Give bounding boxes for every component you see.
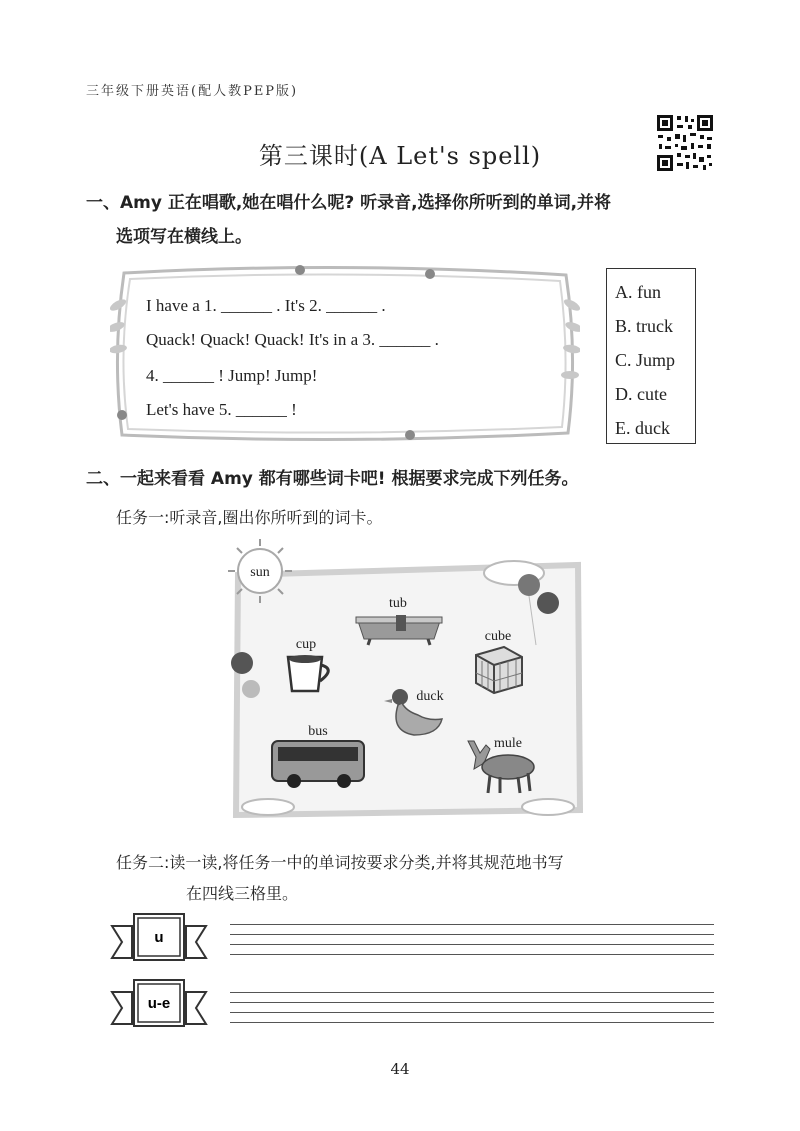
- ribbon-u-e-label: u-e: [147, 995, 171, 1012]
- bus-label: bus: [308, 724, 328, 739]
- ribbon-u-e: [110, 978, 208, 1034]
- task2-line2: 在四线三格里。: [186, 884, 299, 903]
- option-d: D. cute: [615, 384, 667, 404]
- task2-instruction: [116, 850, 564, 904]
- song-line-2: Quack! Quack! Quack! It's in a 3. ______ .: [146, 330, 439, 349]
- writing-lines-u[interactable]: [230, 924, 714, 964]
- section2-title: 二、一起来看看 Amy 都有哪些词卡吧! 根据要求完成下列任务。: [86, 469, 579, 489]
- option-e: E. duck: [615, 418, 670, 438]
- sun-label: sun: [250, 565, 270, 580]
- tub-label: tub: [389, 596, 407, 611]
- qr-code-icon: [655, 113, 715, 173]
- section1-title-line1: 一、Amy 正在唱歌,她在唱什么呢? 听录音,选择你所听到的单词,并将: [86, 193, 612, 213]
- book-header: 三年级下册英语(配人教PEP版): [86, 84, 299, 99]
- writing-lines-u-e[interactable]: [230, 992, 714, 1032]
- ribbon-u-label: u: [154, 929, 164, 946]
- task2-line1: 任务二:读一读,将任务一中的单词按要求分类,并将其规范地书写: [116, 853, 564, 872]
- duck-label: duck: [416, 689, 444, 704]
- lesson-title: 第三课时(A Let's spell): [258, 142, 542, 170]
- options-box: [606, 268, 696, 444]
- song-line-4: Let's have 5. ______ !: [146, 400, 297, 419]
- section1-title: [86, 186, 611, 254]
- cube-label: cube: [484, 629, 512, 644]
- cup-label: cup: [295, 637, 317, 652]
- option-b: B. truck: [615, 316, 673, 336]
- ribbon-u: [110, 912, 208, 968]
- option-a: A. fun: [615, 282, 661, 302]
- section1-title-line2: 选项写在横线上。: [116, 227, 252, 247]
- task1-instruction: 任务一:听录音,圈出你所听到的词卡。: [116, 508, 383, 527]
- word-card-picture: [218, 535, 588, 830]
- song-line-3: 4. ______ ! Jump! Jump!: [146, 366, 318, 385]
- sun-card[interactable]: [228, 539, 292, 603]
- mule-label: mule: [494, 736, 522, 751]
- page-number: 44: [390, 1060, 410, 1078]
- option-c: C. Jump: [615, 350, 676, 370]
- song-line-1: I have a 1. ______ . It's 2. ______ .: [146, 296, 386, 315]
